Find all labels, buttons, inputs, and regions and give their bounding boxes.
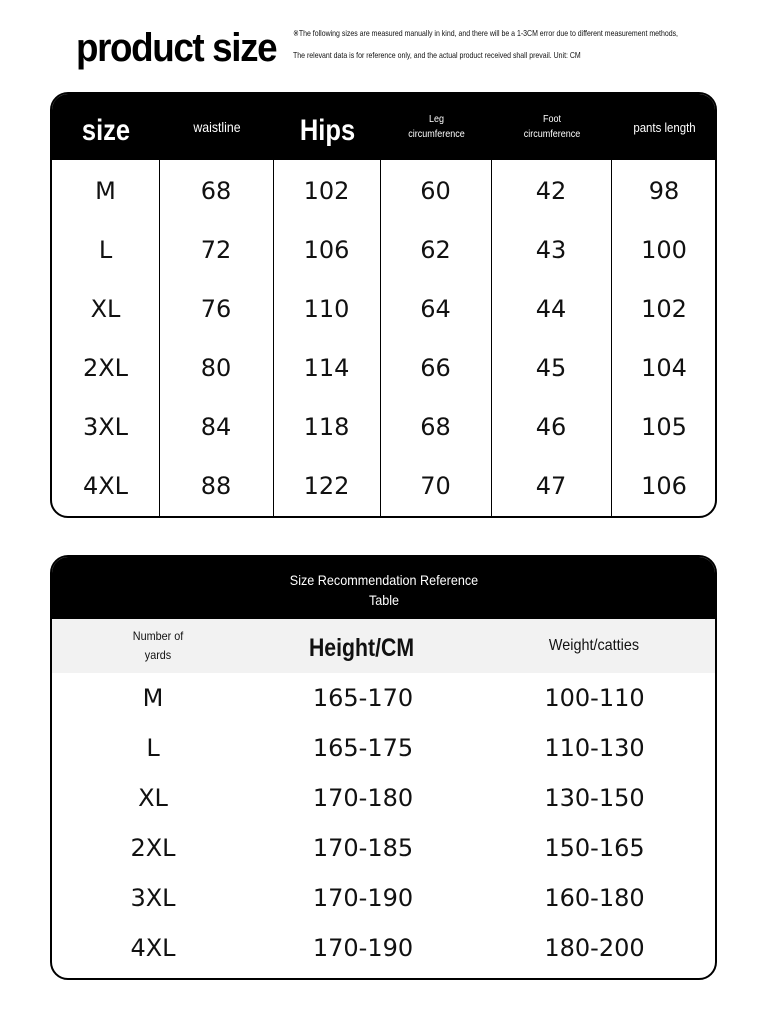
table-row bbox=[52, 161, 715, 220]
table-cell: 68 bbox=[200, 176, 232, 205]
table-cell: 110-130 bbox=[544, 734, 645, 762]
table-row bbox=[52, 873, 715, 923]
table-row bbox=[52, 456, 715, 515]
table-row bbox=[52, 397, 715, 456]
table-cell: XL bbox=[90, 294, 121, 323]
table-cell: 88 bbox=[200, 471, 232, 500]
table-cell: 3XL bbox=[130, 884, 176, 912]
table-cell: 165-175 bbox=[312, 734, 414, 762]
table-cell: 102 bbox=[641, 294, 687, 323]
table-cell: 106 bbox=[303, 235, 350, 264]
recommendation-table bbox=[50, 555, 717, 980]
table-cell: 180-200 bbox=[544, 934, 645, 962]
table-row bbox=[52, 773, 715, 823]
header-size: size bbox=[81, 114, 131, 147]
header-hips: Hips bbox=[299, 114, 356, 147]
table-cell: 43 bbox=[535, 235, 567, 264]
table-cell: 100 bbox=[641, 235, 687, 264]
table-cell: 105 bbox=[641, 412, 687, 441]
table-cell: M bbox=[95, 176, 116, 205]
table-cell: 47 bbox=[535, 471, 567, 500]
table-row bbox=[52, 279, 715, 338]
table-cell: 170-185 bbox=[312, 834, 414, 862]
table-cell: M bbox=[142, 684, 164, 712]
table-cell: 80 bbox=[200, 353, 232, 382]
recommendation-column-headers bbox=[52, 619, 715, 673]
table-cell: 102 bbox=[303, 176, 350, 205]
table-cell: 66 bbox=[420, 353, 451, 382]
reference-note: The relevant data is for reference only, and the actual product received shall prevail. Unit: CM bbox=[293, 50, 581, 60]
recommendation-table-header bbox=[52, 557, 715, 619]
header-weight: Weight/catties bbox=[548, 637, 640, 654]
size-table-header bbox=[52, 94, 715, 160]
recommendation-table-body bbox=[52, 673, 715, 980]
table-row bbox=[52, 823, 715, 873]
table-cell: 165-170 bbox=[312, 684, 414, 712]
table-row bbox=[52, 723, 715, 773]
table-cell: 170-190 bbox=[312, 934, 414, 962]
measurement-note: ※The following sizes are measured manually in kind, and there will be a 1-3CM error due to different measurement methods, bbox=[293, 28, 679, 38]
table-cell: 4XL bbox=[82, 471, 129, 500]
table-cell: 64 bbox=[420, 294, 451, 323]
header-pants-length: pants length bbox=[633, 119, 696, 135]
table-cell: 122 bbox=[303, 471, 350, 500]
table-cell: 62 bbox=[420, 235, 451, 264]
table-cell: L bbox=[98, 235, 113, 264]
header-foot-circumference: Foot circumference bbox=[523, 114, 581, 140]
table-cell: 70 bbox=[420, 471, 451, 500]
size-table bbox=[50, 92, 717, 518]
table-cell: 170-180 bbox=[312, 784, 414, 812]
table-cell: 60 bbox=[420, 176, 451, 205]
table-cell: 114 bbox=[303, 353, 350, 382]
table-cell: 72 bbox=[200, 235, 232, 264]
table-cell: 150-165 bbox=[544, 834, 645, 862]
table-cell: 2XL bbox=[82, 353, 129, 382]
table-cell: 104 bbox=[641, 353, 687, 382]
table-row bbox=[52, 220, 715, 279]
table-cell: 45 bbox=[535, 353, 567, 382]
header-leg-circumference: Leg circumference bbox=[408, 114, 465, 140]
table-cell: 100-110 bbox=[544, 684, 645, 712]
table-cell: 130-150 bbox=[544, 784, 645, 812]
table-cell: 68 bbox=[420, 412, 451, 441]
table-cell: 118 bbox=[303, 412, 350, 441]
header-number-of-yards: Number of yards bbox=[132, 629, 184, 662]
table-cell: 3XL bbox=[82, 412, 129, 441]
table-row bbox=[52, 923, 715, 973]
table-cell: XL bbox=[138, 784, 168, 812]
table-cell: L bbox=[146, 734, 160, 762]
recommendation-table-title: Size Recommendation Reference Table bbox=[289, 572, 478, 608]
table-cell: 46 bbox=[535, 412, 567, 441]
header-waistline: waistline bbox=[193, 119, 241, 135]
table-cell: 98 bbox=[648, 176, 680, 205]
table-cell: 76 bbox=[200, 294, 232, 323]
page-title: product size bbox=[76, 26, 277, 70]
size-table-body bbox=[52, 160, 715, 518]
header-height: Height/CM bbox=[308, 633, 415, 662]
table-cell: 2XL bbox=[130, 834, 176, 862]
table-cell: 160-180 bbox=[544, 884, 645, 912]
table-cell: 110 bbox=[303, 294, 350, 323]
table-row bbox=[52, 673, 715, 723]
table-cell: 44 bbox=[535, 294, 567, 323]
table-cell: 84 bbox=[200, 412, 232, 441]
table-row bbox=[52, 338, 715, 397]
table-cell: 4XL bbox=[130, 934, 176, 962]
table-cell: 42 bbox=[535, 176, 567, 205]
table-cell: 106 bbox=[641, 471, 687, 500]
table-cell: 170-190 bbox=[312, 884, 414, 912]
